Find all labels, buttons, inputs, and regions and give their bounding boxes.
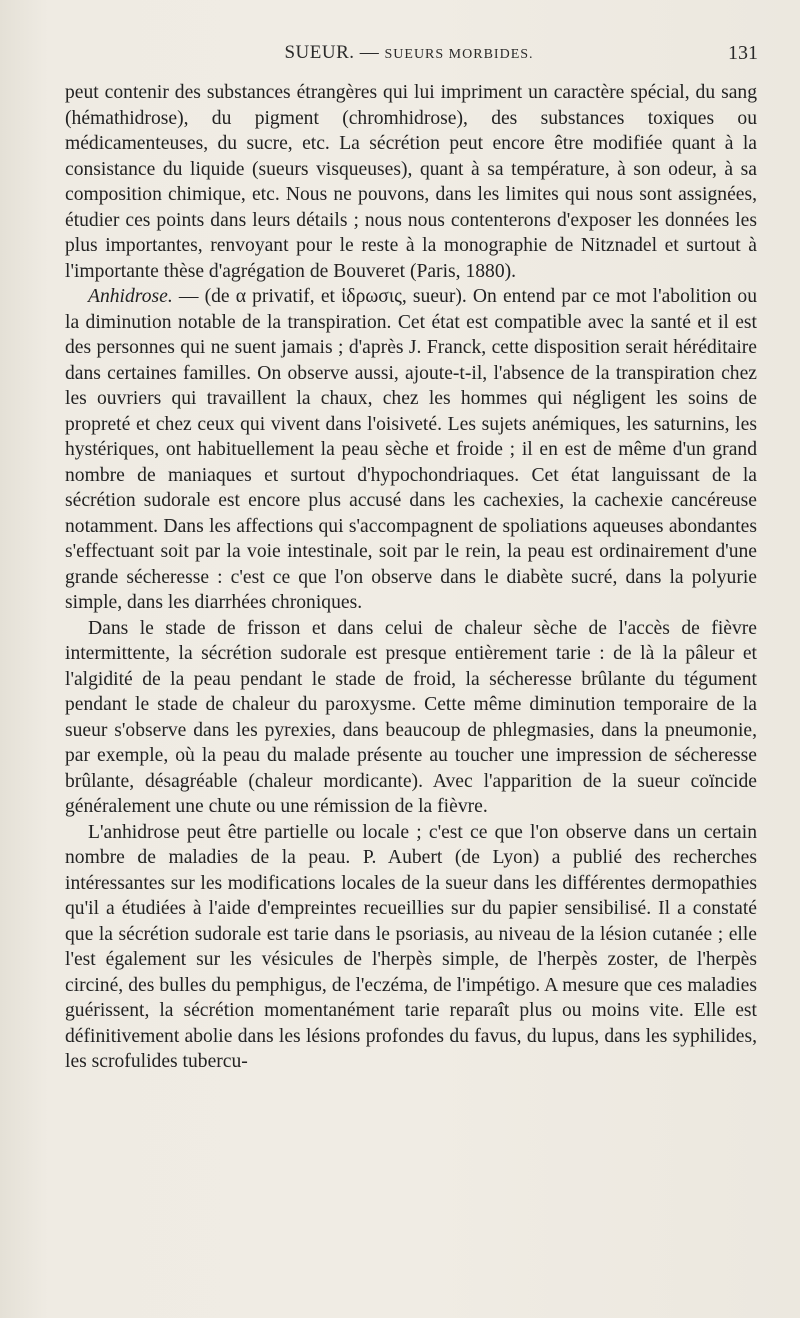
paragraph-text: Dans le stade de frisson et dans celui de chaleur sèche de l'accès de fièvre intermittente, la sécrétion sudorale est presque entièrement tarie : de là la pâleur et l'algidité de la peau pendant le stade de froid, la sécheresse brûlante du tégument pendant le stade de chaleur du paroxysme. Cette même diminution temporaire de la sueur s'observe dans les pyrexies, dans beaucoup de phlegmasies, dans la pneumonie, par exemple, où la peau du malade présente au toucher une impression de sécheresse brûlante, désagréable (chaleur mordicante). Avec l'apparition de la sueur coïncide généralement une chute ou une rémission de la fièvre. (65, 617, 757, 817)
page-header (60, 42, 758, 72)
paragraph-4 (65, 820, 757, 1075)
body-text (65, 80, 757, 1075)
paragraph-3 (65, 616, 757, 820)
paragraph-text: peut contenir des substances étrangères qui lui impriment un caractère spécial, du sang (hémathidrose), du pigment (chromhidrose), des substances toxiques ou médicamenteuses, du sucre, etc. La sécrétion peut encore être modifiée quant à la consistance du liquide (sueurs visqueuses), quant à sa température, à son odeur, à sa composition chimique, etc. Nous ne pouvons, dans les limites qui nous sont assignées, étudier ces points dans leurs détails ; nous nous contenterons d'exposer les données les plus importantes, renvoyant pour le reste à la monographie de Nitznadel et surtout à l'importante thèse d'agrégation de Bouveret (Paris, 1880). (65, 82, 757, 282)
page-number: 131 (728, 42, 758, 64)
running-title-sub: SUEURS MORBIDES. (384, 47, 534, 62)
running-title (60, 42, 758, 64)
paragraph-text: L'anhidrose peut être partielle ou locale ; c'est ce que l'on observe dans un certain nombre de maladies de la peau. P. Aubert (de Lyon) a publié des recherches intéressantes sur les modifications locales de la sueur dans les différentes dermopathies qu'il a étudiées à l'aide d'empreintes recueillies sur du papier sensibilisé. Il a constaté que la sécrétion sudorale est tarie dans le psoriasis, au niveau de la lésion cutanée ; elle l'est également sur les vésicules de l'herpès simple, de l'herpès zoster, de l'herpès circiné, des bulles du pemphigus, de l'eczéma, de l'impétigo. A mesure que ces maladies guérissent, la sécrétion momentanément tarie reparaît plus ou moins vite. Elle est définitivement abolie dans les lésions profondes du favus, du lupus, dans les syphilides, les scrofulides tubercu- (65, 821, 757, 1072)
section-term: Anhidrose. (88, 286, 173, 307)
paragraph-1 (65, 80, 757, 284)
running-title-main: SUEUR. (284, 42, 355, 63)
running-title-dash: — (359, 42, 380, 63)
paragraph-anhidrose (65, 284, 757, 616)
paragraph-text: — (de α privatif, et ἱδρωσις, sueur). On entend par ce mot l'abolition ou la diminution notable de la transpiration. Cet état est compatible avec la santé et il est des personnes qui ne suent jamais ; d'après J. Franck, cette disposition serait héréditaire dans certaines familles. On observe aussi, ajoute-t-il, l'absence de la transpiration chez les ouvriers qui travaillent la chaux, chez les hommes qui négligent les soins de propreté et chez ceux qui vivent dans l'oisiveté. Les sujets anémiques, les saturnins, les hystériques, ont habituellement la peau sèche et froide ; il en est de même d'un grand nombre de maniaques et surtout d'hypochondriaques. Cet état languissant de la sécrétion sudorale est encore plus accusé dans les cachexies, la cachexie cancéreuse notamment. Dans les affections qui s'accompagnent de spoliations aqueuses abondantes s'effectuant soit par la voie intestinale, soit par le rein, la peau est ordinairement d'une grande sécheresse : c'est ce que l'on observe dans le diabète sucré, dans la polyurie simple, dans les diarrhées chroniques. (65, 286, 757, 613)
